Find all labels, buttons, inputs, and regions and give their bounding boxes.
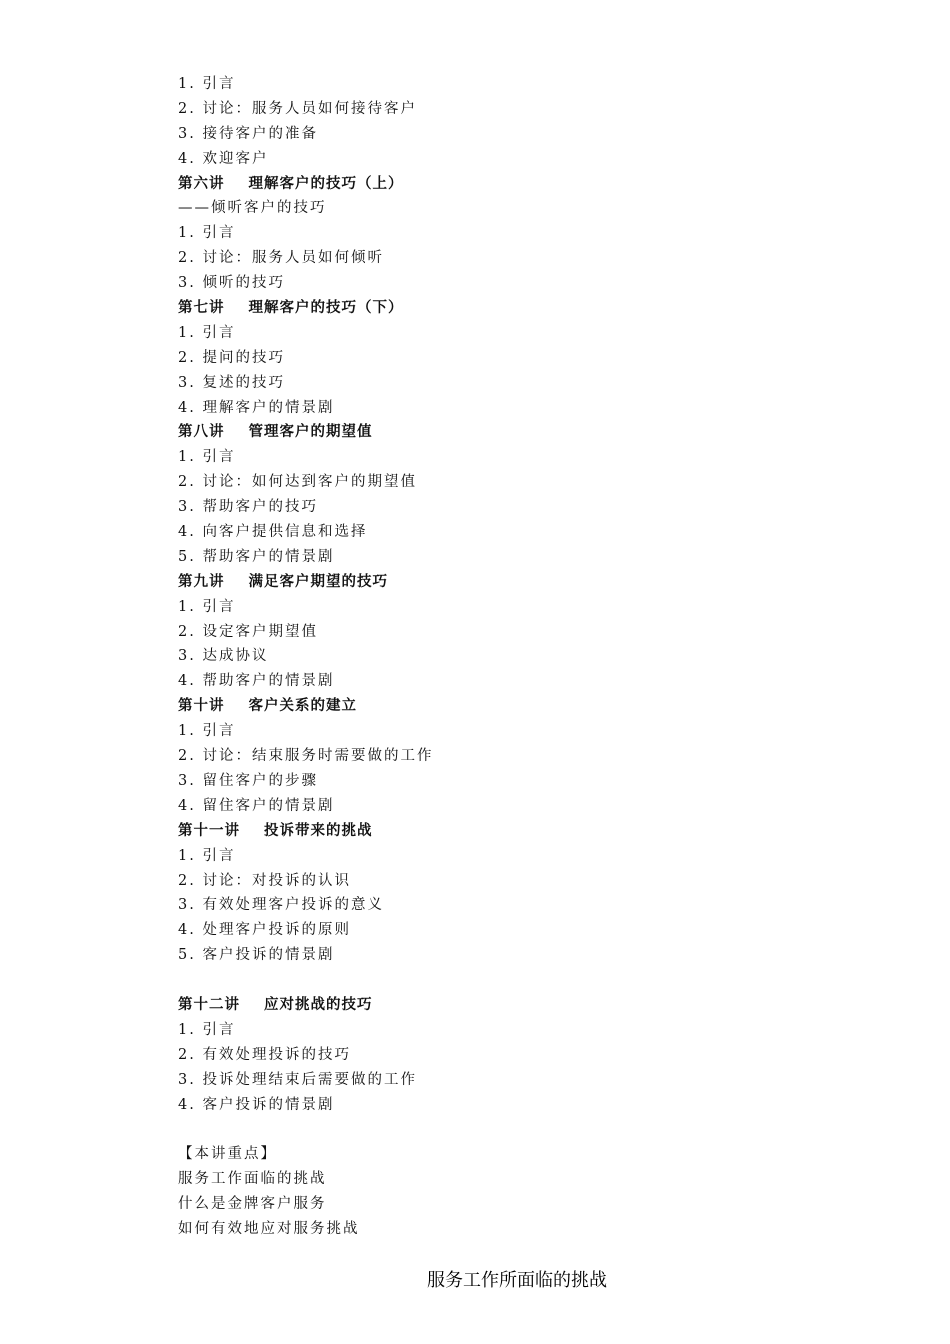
list-item: 1. 引言 <box>178 1021 236 1038</box>
lecture-title: 满足客户期望的技巧 <box>248 572 388 590</box>
list-item: 1. 引言 <box>178 225 236 242</box>
list-item: 3. 倾听的技巧 <box>178 275 285 292</box>
list-item: 3. 复述的技巧 <box>178 374 285 391</box>
section-title: 服务工作所面临的挑战 <box>427 1270 607 1291</box>
list-item: 1. 引言 <box>178 324 236 341</box>
lecture-heading <box>178 172 878 197</box>
lecture-number: 第十一讲 <box>178 821 240 839</box>
list-item: 4. 帮助客户的情景剧 <box>178 673 335 690</box>
list-item: 1. 引言 <box>178 847 236 864</box>
list-item: 什么是金牌客户服务 <box>178 1196 327 1213</box>
list-item: 3. 留住客户的步骤 <box>178 772 318 789</box>
lecture-number: 第十二讲 <box>178 995 240 1013</box>
list-item: 5. 帮助客户的情景剧 <box>178 548 335 565</box>
list-item: 如何有效地应对服务挑战 <box>178 1220 360 1237</box>
lecture-title: 管理客户的期望值 <box>248 423 373 441</box>
list-item: 1. 引言 <box>178 598 236 615</box>
list-item: 4. 欢迎客户 <box>178 150 269 167</box>
list-item: 3. 有效处理客户投诉的意义 <box>178 897 384 914</box>
blank-line <box>178 1117 878 1142</box>
lecture-number: 第六讲 <box>178 174 225 192</box>
lecture-title: 客户关系的建立 <box>248 697 357 715</box>
lecture-heading <box>178 296 878 321</box>
list-item: 2. 讨论：对投诉的认识 <box>178 872 351 889</box>
list-item: 2. 讨论：服务人员如何倾听 <box>178 250 384 267</box>
lecture-number: 第十讲 <box>178 697 225 715</box>
list-item: 3. 达成协议 <box>178 648 269 665</box>
blank-line <box>178 968 878 993</box>
lecture-title: 理解客户的技巧（上） <box>248 174 404 192</box>
list-item: 【本讲重点】 <box>178 1146 277 1163</box>
lecture-number: 第八讲 <box>178 423 225 441</box>
list-item: 2. 提问的技巧 <box>178 349 285 366</box>
list-item: 2. 设定客户期望值 <box>178 623 318 640</box>
list-item: 2. 有效处理投诉的技巧 <box>178 1046 351 1063</box>
list-item: 4. 理解客户的情景剧 <box>178 399 335 416</box>
list-item: 3. 接待客户的准备 <box>178 125 318 142</box>
lecture-title: 应对挑战的技巧 <box>264 995 373 1013</box>
list-item: 1. 引言 <box>178 449 236 466</box>
list-item: 2. 讨论：服务人员如何接待客户 <box>178 100 417 117</box>
list-item: 2. 讨论：结束服务时需要做的工作 <box>178 748 434 765</box>
list-item: 服务工作面临的挑战 <box>178 1171 327 1188</box>
lecture-heading <box>178 570 878 595</box>
list-item: 3. 帮助客户的技巧 <box>178 499 318 516</box>
lecture-title: 投诉带来的挑战 <box>264 821 373 839</box>
list-item: 1. 引言 <box>178 723 236 740</box>
list-item: 1. 引言 <box>178 76 236 92</box>
lecture-heading <box>178 694 878 719</box>
list-item: 2. 讨论：如何达到客户的期望值 <box>178 474 417 491</box>
lecture-number: 第七讲 <box>178 299 225 317</box>
list-item: 3. 投诉处理结束后需要做的工作 <box>178 1071 417 1088</box>
lecture-heading <box>178 420 878 445</box>
list-item: 4. 客户投诉的情景剧 <box>178 1096 335 1113</box>
lecture-heading <box>178 993 878 1018</box>
list-item: 4. 向客户提供信息和选择 <box>178 524 368 541</box>
lecture-heading <box>178 819 878 844</box>
list-item: 4. 处理客户投诉的原则 <box>178 922 351 939</box>
list-item: 4. 留住客户的情景剧 <box>178 797 335 814</box>
lecture-title: 理解客户的技巧（下） <box>248 299 404 317</box>
lecture-number: 第九讲 <box>178 572 225 590</box>
document-body <box>178 72 878 1242</box>
list-item: 5. 客户投诉的情景剧 <box>178 947 335 964</box>
list-item: ——倾听客户的技巧 <box>178 200 327 217</box>
